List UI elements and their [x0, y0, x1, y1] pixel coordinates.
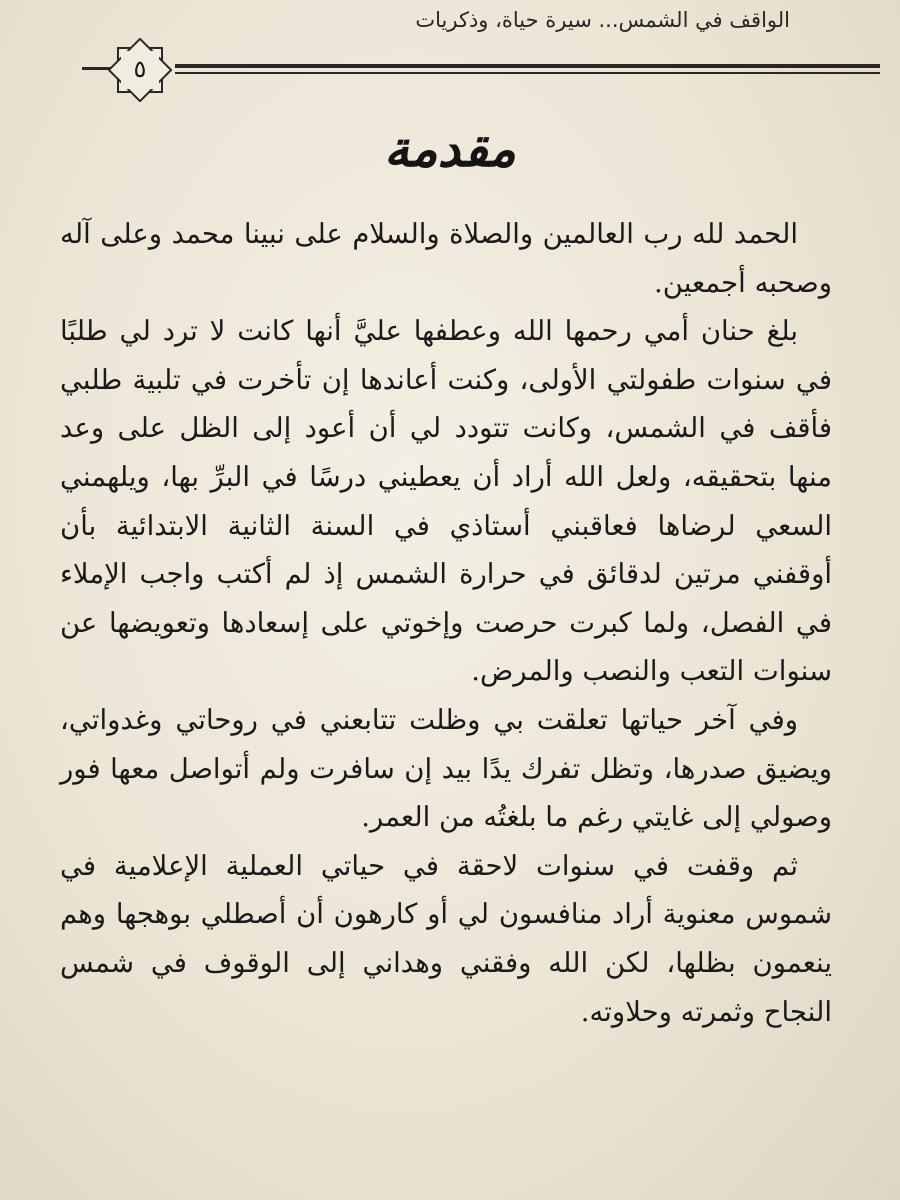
paragraph: ثم وقفت في سنوات لاحقة في حياتي العملية الإعلامية في شموس معنوية أراد منافسون لي أو كارهون أن أصطلي بوهجها وهم ينعمون بظلها، لكن الله وفقني وهداني إلى الوقوف في شمس النجاح وثمرته وحلاوته.: [60, 849, 832, 1028]
header-rule-thin: [175, 72, 880, 74]
paragraph: الحمد لله رب العالمين والصلاة والسلام على نبينا محمد وعلى آله وصحبه أجمعين.: [60, 218, 832, 299]
page-number-badge: [108, 38, 172, 102]
page-number: ٥: [133, 55, 147, 83]
chapter-title: مقدمة: [384, 120, 516, 178]
body-text: [60, 210, 832, 1036]
header-rule-thick: [175, 64, 880, 68]
paragraph: بلغ حنان أمي رحمها الله وعطفها عليَّ أنها كانت لا ترد لي طلبًا في سنوات طفولتي الأولى، وكنت أعاندها إن تأخرت في تلبية طلبي فأقف في الشمس، وكانت تتودد لي أن أعود إلى الظل على وعد منها بتحقيقه، ولعل الله أراد أن يعطيني درسًا في البرِّ بها، ويلهمني السعي لرضاها فعاقبني أستاذي في السنة الثانية الابتدائية بأن أوقفني مرتين لدقائق في حرارة الشمس إذ لم أكتب واجب الإملاء في الفصل، ولما كبرت حرصت وإخوتي على إسعادها وتعويضها عن سنوات التعب والنصب والمرض.: [60, 315, 832, 688]
running-header-title: الواقف في الشمس... سيرة حياة، وذكريات: [415, 8, 790, 32]
paragraph: وفي آخر حياتها تعلقت بي وظلت تتابعني في روحاتي وغدواتي، ويضيق صدرها، وتظل تفرك يدًا بيد إن سافرت ولم أتواصل معها فور وصولي إلى غايتي رغم ما بلغتُه من العمر.: [60, 703, 832, 834]
